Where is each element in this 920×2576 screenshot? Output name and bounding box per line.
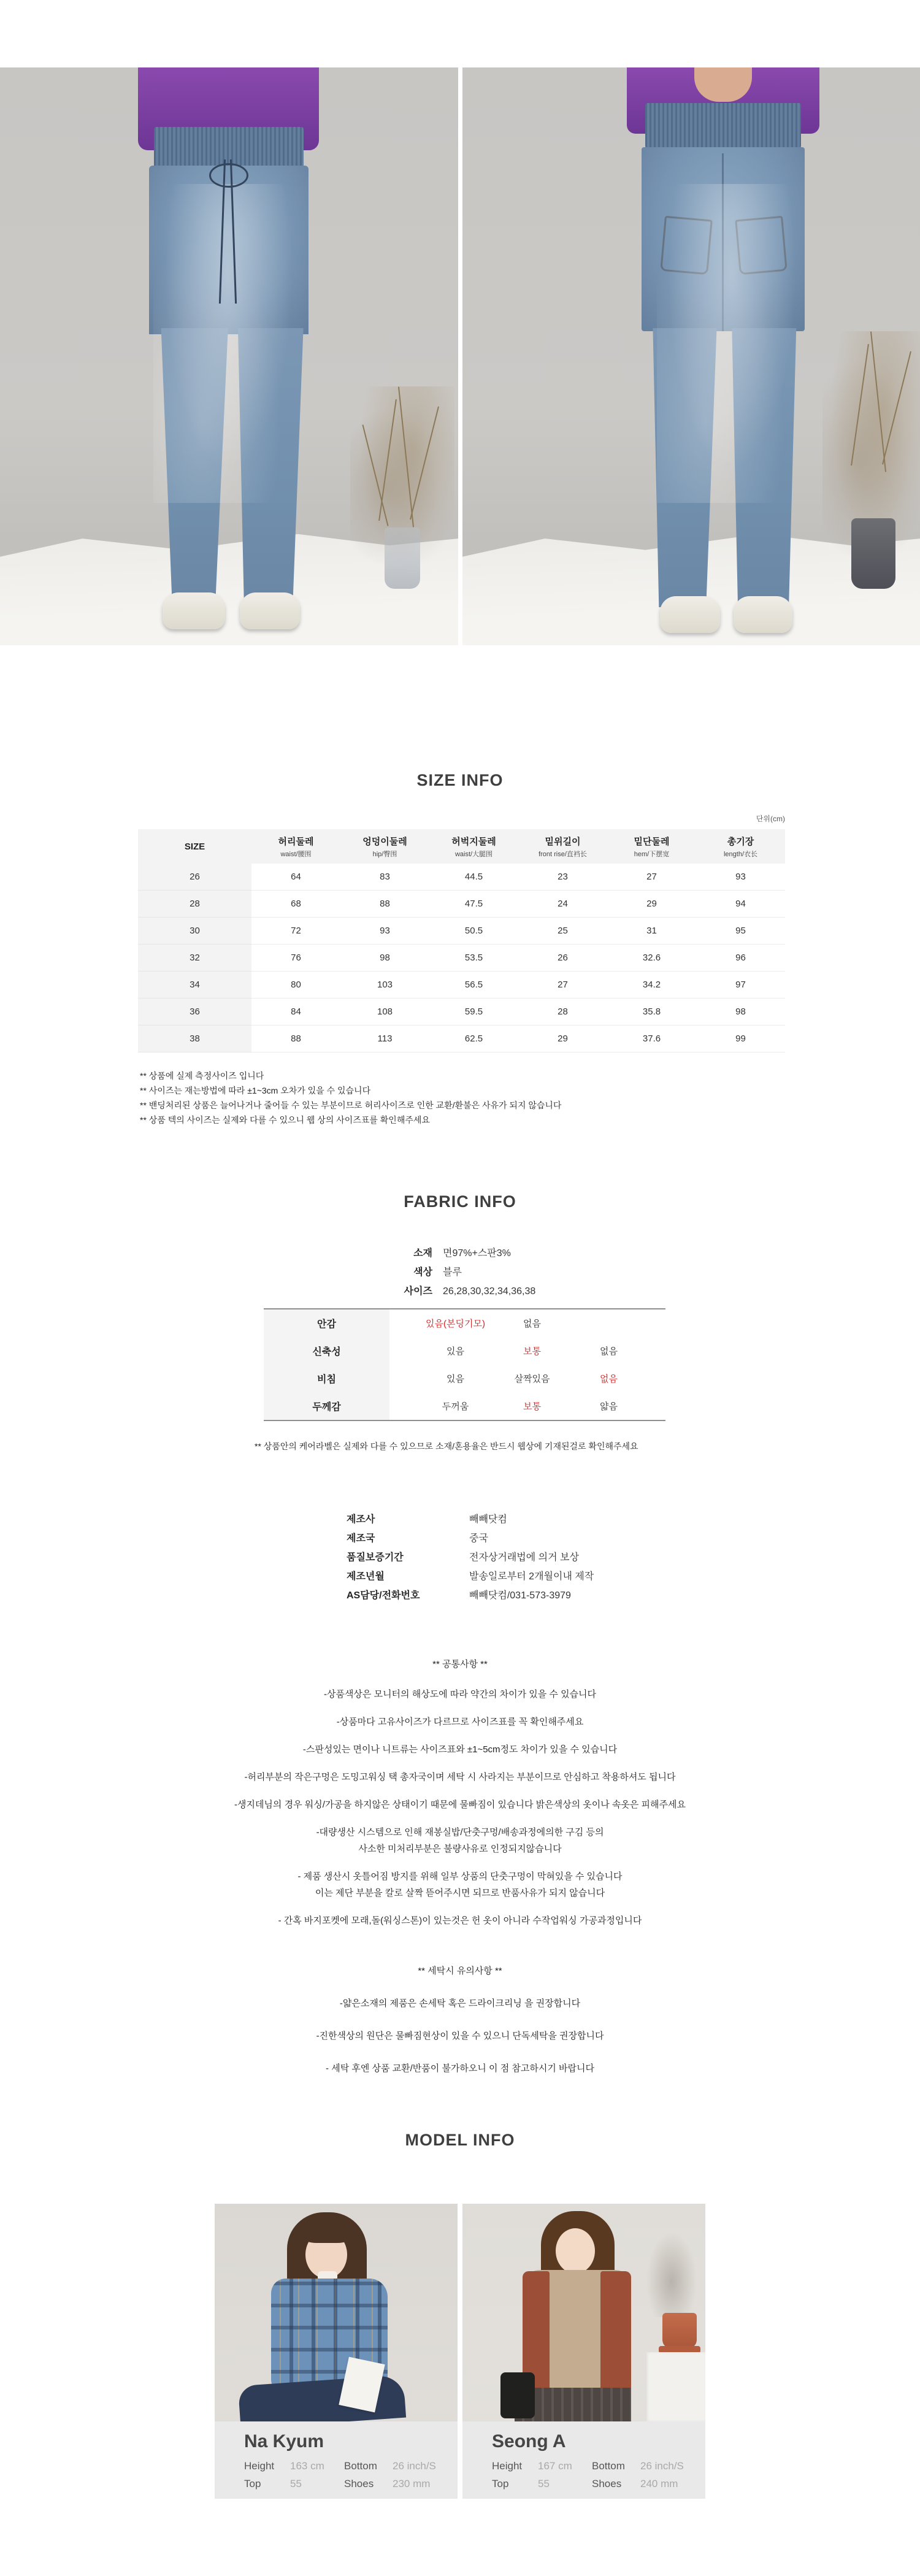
fabric-option: 얇음 [600,1401,618,1412]
manufacturer-label: 제조사 [347,1514,375,1525]
note-line: 이는 제단 부분을 칼로 살짝 뜯어주시면 되므로 반품사유가 되지 않습니다 [315,1888,605,1898]
white-pedestal [646,2352,705,2421]
measure-cell: 56.5 [429,972,518,999]
note-line: 사소한 미처리부분은 불량사유로 인정되지않습니다 [358,1844,562,1854]
sneaker [734,596,792,633]
measure-cell: 23 [518,864,607,891]
manufacturer-value: 빼빼닷컴 [469,1514,507,1525]
measure-cell: 99 [696,1025,785,1052]
size-table-header-label: 총기장 [727,836,754,847]
fabric-option: 없음 [523,1319,541,1329]
size-table-header-sublabel: hem/下摆宽 [634,850,670,858]
measure-cell: 64 [251,864,340,891]
size-table-header-sublabel: front rise/直裆长 [539,850,587,858]
sneaker [660,596,720,633]
note-item [0,1912,920,1929]
measure-cell: 98 [340,945,429,972]
size-table-header-sublabel: waist/大腿围 [454,850,493,858]
fabric-option: 없음 [600,1374,618,1384]
size-cell: 36 [138,999,251,1025]
measure-cell: 59.5 [429,999,518,1025]
wash-notes-title: ** 세탁시 유의사항 ** [418,1966,502,1976]
size-info-title: SIZE INFO [416,771,504,789]
dried-twigs [644,2228,699,2317]
manufacturer-label: 제조년월 [347,1571,385,1582]
model-photo-na-kyum [215,2204,458,2421]
fabric-spec-value: 면97%+스판3% [443,1248,511,1259]
measure-cell: 35.8 [607,999,696,1025]
fabric-option: 보통 [523,1401,541,1412]
fabric-table-row [264,1309,665,1337]
fabric-table-row [264,1365,665,1392]
measure-cell: 29 [607,891,696,918]
fabric-spec-value: 블루 [443,1267,462,1278]
jeans-waistband [645,103,801,148]
measure-cell: 27 [518,972,607,999]
dried-plant [822,331,920,589]
measure-cell: 88 [251,1025,340,1052]
note-item [0,1741,920,1758]
manufacturer-value: 전자상거래법에 의거 보상 [469,1552,579,1563]
note-line: - 세탁 후엔 상품 교환/반품이 불가하오니 이 점 참고하시기 바랍니다 [326,2063,594,2074]
model-stat-label: Height [492,2460,523,2472]
model-back-view [642,67,805,641]
model-stat-value: 26 inch/S [393,2460,436,2472]
fabric-table-label: 안감 [264,1309,389,1337]
size-cell: 38 [138,1025,251,1052]
manufacturer-row [347,1510,594,1529]
center-seam [722,153,724,331]
fabric-option: 없음 [600,1346,618,1357]
measure-cell: 83 [340,864,429,891]
size-table-header-sublabel: length/衣长 [723,850,758,858]
fabric-table-options [389,1392,665,1420]
fabric-option: 있음 [447,1374,464,1384]
size-table-header-sublabel: waist/腰围 [280,850,312,858]
note-line: -대량생산 시스템으로 인해 재봉실밥/단춧구멍/배송과정에의한 구김 등의 [316,1827,604,1838]
dried-plant [350,386,454,589]
fabric-option: 있음(본딩기모) [426,1319,485,1329]
measure-cell: 29 [518,1025,607,1052]
measure-cell: 95 [696,918,785,945]
model-stat-value: 163 cm [290,2460,324,2472]
note-line: - 간혹 바지포켓에 모래,돌(워싱스톤)이 있는것은 헌 옷이 아니라 수작업워싱 가공과정입니다 [278,1915,642,1926]
note-line: -허리부분의 작은구멍은 도밍고워싱 택 총자국이며 세탁 시 사라지는 부분이므로 안심하고 착용하셔도 됩니다 [244,1772,676,1782]
fabric-option: 살짝있음 [514,1374,550,1384]
measure-cell: 32.6 [607,945,696,972]
fabric-table-label: 두께감 [264,1392,389,1420]
jeans-leg [645,328,721,607]
note-item [0,1868,920,1901]
note-item [0,2028,920,2044]
model-name: Seong A [492,2431,566,2451]
units-label: 단위(cm) [756,815,785,823]
note-item [0,1796,920,1813]
measure-cell: 62.5 [429,1025,518,1052]
fabric-table-options [389,1309,665,1337]
measure-cell: 97 [696,972,785,999]
model-stat-label: Bottom [344,2460,377,2472]
size-table [138,829,785,1052]
model-name: Na Kyum [244,2431,324,2451]
black-bag [500,2372,535,2418]
model-stat-label: Bottom [592,2460,625,2472]
manufacturer-row [347,1586,594,1605]
size-table-header-label: 허벅지둘레 [451,836,496,847]
size-cell: 30 [138,918,251,945]
measure-cell: 24 [518,891,607,918]
measure-cell: 84 [251,999,340,1025]
fabric-spec-label: 소재 [413,1248,432,1259]
model-stat-value: 230 mm [393,2478,431,2490]
rust-vest [600,2271,631,2403]
fabric-spec-value: 26,28,30,32,34,36,38 [443,1286,536,1297]
back-pocket [735,216,788,275]
common-notes [0,1656,920,1940]
manufacturer-value: 중국 [469,1533,488,1544]
product-photo-back [462,67,920,645]
fabric-spec-row [307,1282,535,1301]
measure-cell: 37.6 [607,1025,696,1052]
size-table-header-label: SIZE [184,841,205,852]
measure-cell: 50.5 [429,918,518,945]
size-table-header-cell [518,829,607,864]
measure-cell: 47.5 [429,891,518,918]
model-stat-label: Height [244,2460,275,2472]
model-stat-label: Top [492,2478,509,2490]
fabric-info-title: FABRIC INFO [404,1192,516,1211]
size-table-header-cell [429,829,518,864]
product-photos [0,67,920,645]
model-info-title: MODEL INFO [405,2131,515,2149]
model-stat-label: Shoes [592,2478,622,2490]
wash-notes [0,1963,920,2093]
measure-cell: 88 [340,891,429,918]
measure-cell: 103 [340,972,429,999]
size-table-header-cell [138,829,251,864]
fabric-specs [307,1244,535,1301]
model-stat-value: 240 mm [640,2478,678,2490]
manufacturer-row [347,1548,594,1567]
fabric-table-label: 비침 [264,1365,389,1392]
measure-cell: 113 [340,1025,429,1052]
measure-cell: 80 [251,972,340,999]
measure-cell: 76 [251,945,340,972]
measure-cell: 98 [696,999,785,1025]
jeans-hip [149,166,309,334]
measure-cell: 27 [607,864,696,891]
measure-cell: 93 [696,864,785,891]
glass-vase [385,527,420,589]
measure-cell: 93 [340,918,429,945]
size-cell: 26 [138,864,251,891]
measure-cell: 34.2 [607,972,696,999]
model-stat-value: 26 inch/S [640,2460,684,2472]
size-table-header-cell [251,829,340,864]
fabric-spec-row [307,1263,535,1282]
sneaker [240,592,300,629]
manufacturer-label: 제조국 [347,1533,375,1544]
note-item [0,1769,920,1785]
note-item [0,1686,920,1703]
note-item [0,1824,920,1857]
measure-cell: 28 [518,999,607,1025]
measure-cell: 31 [607,918,696,945]
fabric-table-options [389,1337,665,1365]
dark-vase [851,518,895,589]
size-note-line: ** 상품에 실제 측정사이즈 입니다 [140,1071,264,1081]
size-table-header-cell [340,829,429,864]
size-cell: 28 [138,891,251,918]
fabric-spec-label: 색상 [413,1267,432,1278]
size-table-header-sublabel: hip/臀围 [372,850,397,858]
fabric-table-row [264,1392,665,1420]
measure-cell: 108 [340,999,429,1025]
model-stat-value: 55 [290,2478,302,2490]
jeans-leg [235,328,311,605]
fabric-table-row [264,1337,665,1365]
model-stats [244,2457,458,2493]
fabric-table [264,1308,665,1421]
measure-cell: 44.5 [429,864,518,891]
model-stat-label: Shoes [344,2478,374,2490]
note-line: -진한색상의 원단은 물빠짐현상이 있을 수 있으니 단독세탁을 권장합니다 [316,2031,604,2041]
fabric-spec-row [307,1244,535,1263]
note-line: - 제품 생산시 옷틀어짐 방지를 위해 일부 상품의 단춧구멍이 막혀있을 수 있습니다 [297,1871,623,1882]
note-line: -얇은소재의 제품은 손세탁 혹은 드라이크리닝 을 권장합니다 [339,1998,581,2009]
model-stat-label: Top [244,2478,261,2490]
fabric-spec-label: 사이즈 [404,1286,432,1297]
model-stat-value: 55 [538,2478,550,2490]
note-item [0,1714,920,1730]
terracotta-pot [662,2313,697,2348]
size-cell: 34 [138,972,251,999]
size-table-header-cell [607,829,696,864]
drawstring-bow [209,163,248,188]
fabric-table-label: 신축성 [264,1337,389,1365]
size-table-header-cell [696,829,785,864]
measure-cell: 25 [518,918,607,945]
manufacturer-label: AS담당/전화번호 [347,1590,420,1601]
note-line: -스판성있는 면이나 니트류는 사이즈표와 ±1~5cm정도 차이가 있을 수 있습니다 [302,1744,618,1755]
model-photo-seong-a [462,2204,705,2421]
measure-cell: 26 [518,945,607,972]
fabric-table-options [389,1365,665,1392]
manufacturer-row [347,1567,594,1586]
hair-fringe [302,2222,352,2243]
wash-notes-list [0,1995,920,2077]
fabric-note: ** 상품안의 케어라벨은 실제와 다를 수 있으므로 소재/혼용율은 반드시 웹상에 기재된걸로 확인해주세요 [255,1441,638,1451]
model-caption [462,2421,705,2499]
model-cards [215,2204,705,2499]
fabric-option: 보통 [523,1346,541,1357]
note-line: -생지데님의 경우 워싱/가공을 하지않은 상태이기 때문에 물빠짐이 있습니다 밝은색상의 옷이나 속옷은 피해주세요 [234,1800,686,1810]
model-caption [215,2421,458,2499]
size-notes [140,1068,561,1127]
note-item [0,1995,920,2012]
size-note-line: ** 밴딩처리된 상품은 늘어나거나 줄어들 수 있는 부분이므로 허리사이즈로 인한 교환/환불은 사유가 되지 않습니다 [140,1100,562,1110]
common-notes-title: ** 공통사항 ** [432,1659,488,1669]
back-pocket [660,216,713,275]
measure-cell: 68 [251,891,340,918]
note-line: -상품마다 고유사이즈가 다르므로 사이즈표를 꼭 확인해주세요 [336,1717,584,1727]
note-line: -상품색상은 모니터의 해상도에 따라 약간의 차이가 있을 수 있습니다 [323,1689,597,1700]
size-table-header-label: 밑위길이 [545,836,581,847]
note-item [0,2060,920,2077]
jeans-leg [727,328,802,607]
model-stats [492,2457,705,2493]
size-table-header-label: 허리둘레 [278,836,314,847]
manufacturer-label: 품질보증기간 [347,1552,404,1563]
manufacturer-info [347,1510,594,1605]
manufacturer-value: 발송일로부터 2개월이내 제작 [469,1571,594,1582]
face [556,2228,595,2274]
jeans-leg [151,328,231,605]
model-card [462,2204,705,2499]
size-table-header-label: 엉덩이둘레 [362,836,407,847]
size-note-line: ** 사이즈는 재는방법에 따라 ±1~3cm 오차가 있을 수 있습니다 [140,1086,371,1095]
size-cell: 32 [138,945,251,972]
model-card [215,2204,458,2499]
manufacturer-row [347,1529,594,1548]
measure-cell: 94 [696,891,785,918]
measure-cell: 53.5 [429,945,518,972]
size-note-line: ** 상품 텍의 사이즈는 실제와 다를 수 있으니 웹 상의 사이즈표를 확인해주세요 [140,1115,430,1125]
model-front-view [138,67,319,641]
size-table-header-label: 밑단둘레 [634,836,670,847]
measure-cell: 72 [251,918,340,945]
model-stat-value: 167 cm [538,2460,572,2472]
product-photo-front [0,67,458,645]
manufacturer-value: 빼빼닷컴/031-573-3979 [469,1590,571,1601]
fabric-option: 있음 [447,1346,464,1357]
fabric-option: 두꺼움 [442,1401,469,1412]
sneaker [163,592,225,629]
common-notes-list [0,1686,920,1929]
measure-cell: 96 [696,945,785,972]
